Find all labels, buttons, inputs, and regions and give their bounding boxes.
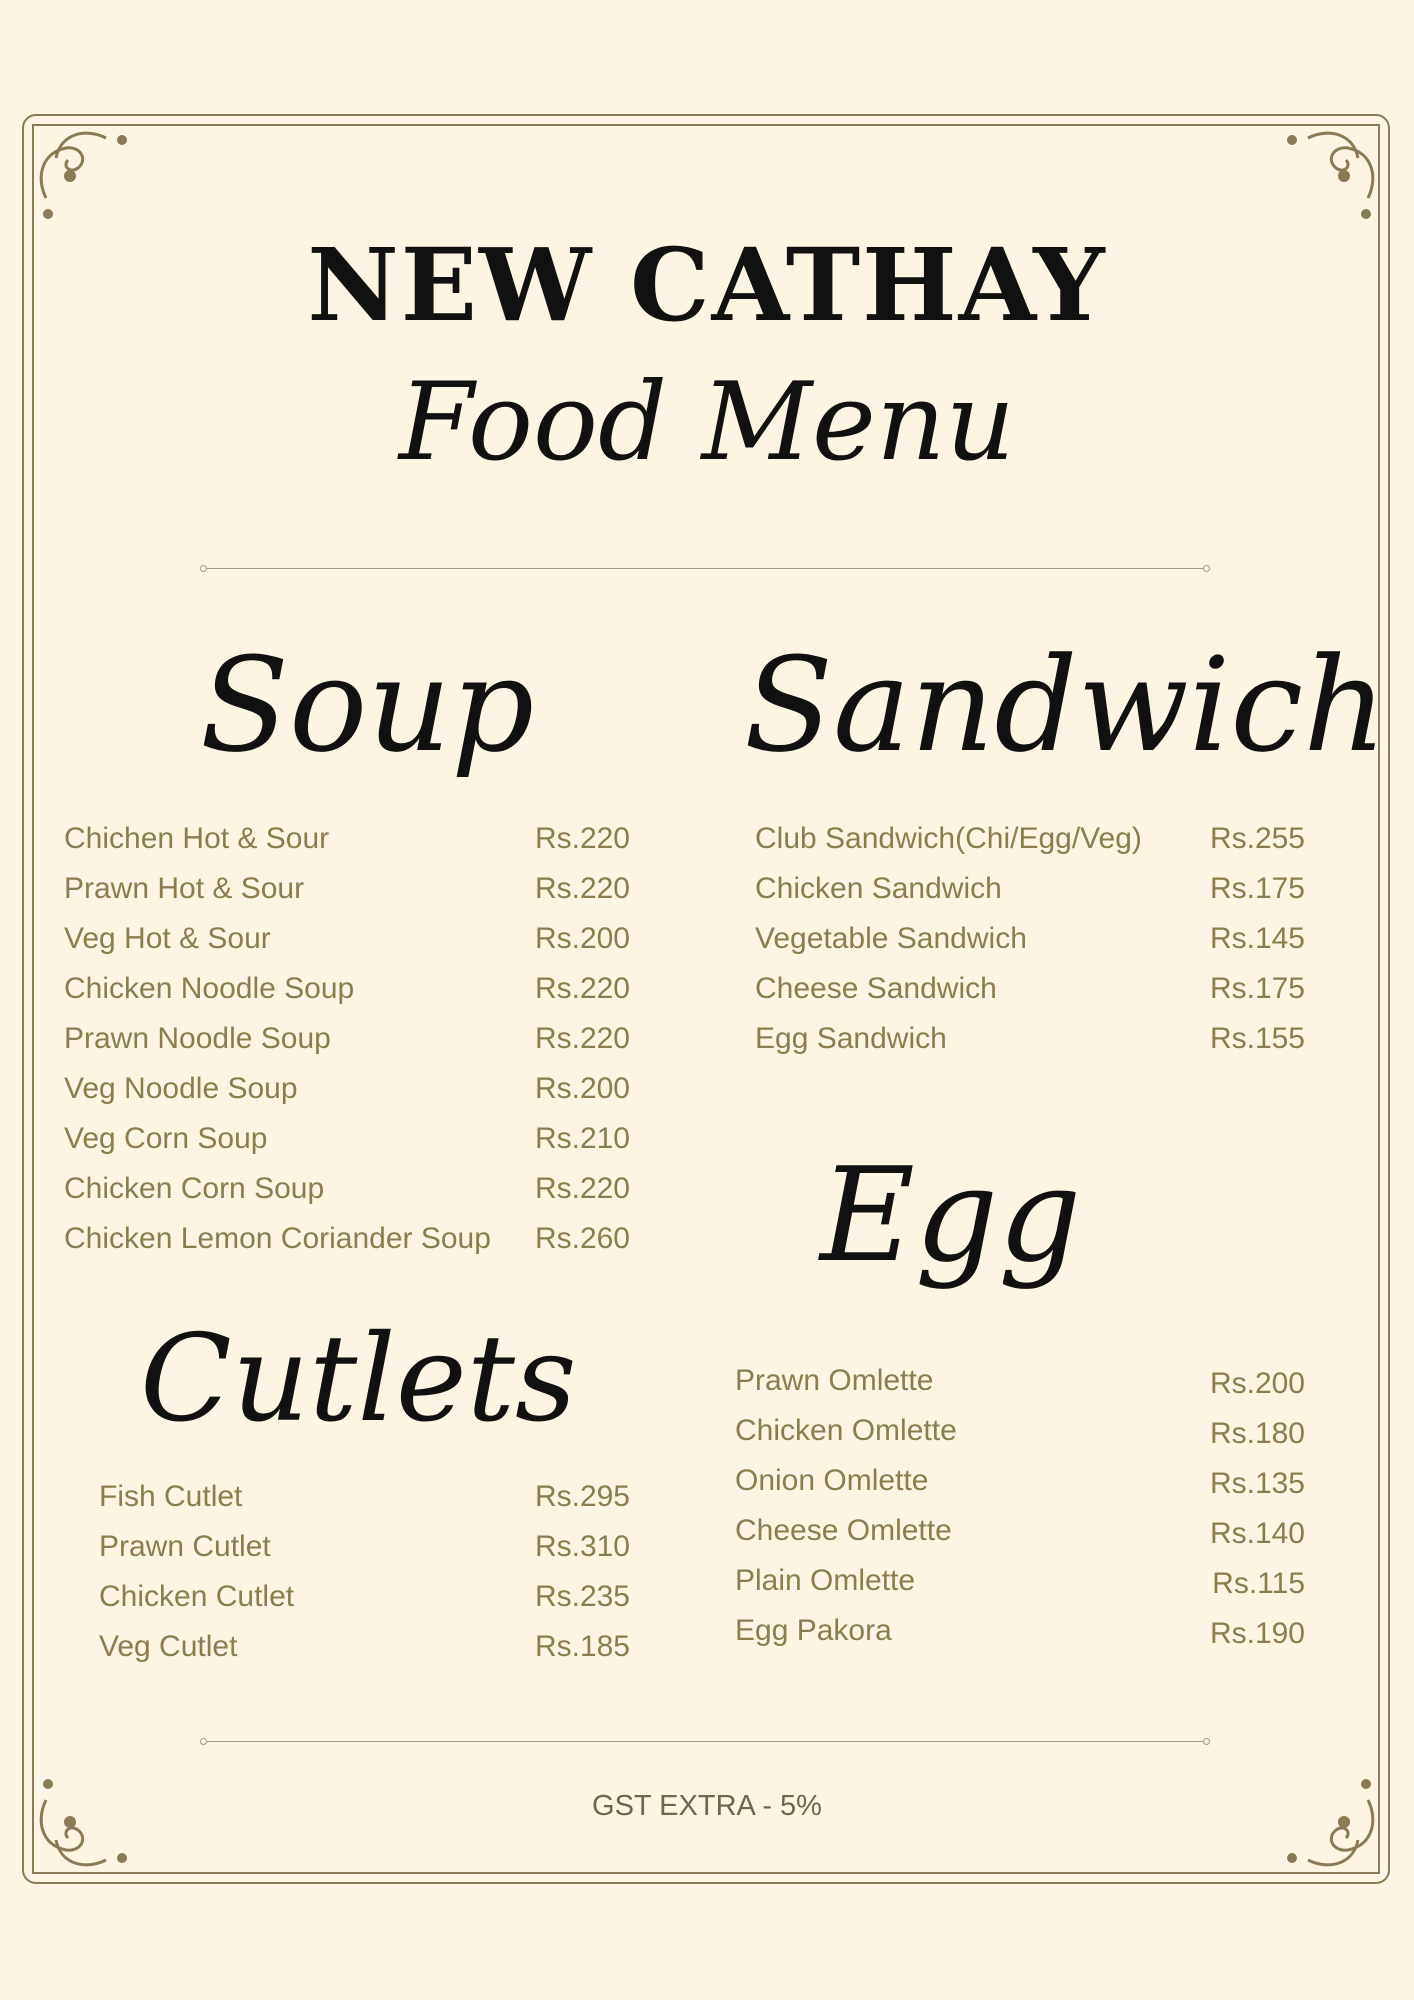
item-name: Veg Hot & Sour bbox=[64, 922, 271, 955]
menu-subtitle: Food Menu bbox=[398, 360, 1016, 485]
item-price: Rs.255 bbox=[1209, 822, 1305, 855]
list-item bbox=[64, 1122, 630, 1162]
list-item bbox=[99, 1630, 630, 1670]
item-name: Chicken Cutlet bbox=[99, 1580, 295, 1613]
item-name: Prawn Omlette bbox=[735, 1364, 934, 1397]
list-item bbox=[64, 1222, 630, 1262]
divider-bottom bbox=[206, 1741, 1204, 1742]
item-price: Rs.175 bbox=[1209, 872, 1305, 905]
item-price: Rs.200 bbox=[534, 1072, 630, 1105]
corner-flourish-icon bbox=[26, 1770, 136, 1880]
item-name: Club Sandwich(Chi/Egg/Veg) bbox=[755, 822, 1142, 855]
item-price: Rs.220 bbox=[534, 872, 630, 905]
list-item bbox=[735, 1364, 1305, 1404]
item-price: Rs.185 bbox=[534, 1630, 630, 1663]
item-price: Rs.220 bbox=[534, 1022, 630, 1055]
section-title-egg: Egg bbox=[820, 1139, 1082, 1291]
list-item bbox=[64, 1172, 630, 1212]
item-price: Rs.310 bbox=[534, 1530, 630, 1563]
item-price: Rs.235 bbox=[534, 1580, 630, 1613]
list-item bbox=[755, 872, 1305, 912]
item-name: Prawn Hot & Sour bbox=[64, 872, 305, 905]
list-item bbox=[99, 1580, 630, 1620]
item-name: Onion Omlette bbox=[735, 1464, 929, 1497]
list-item bbox=[64, 1022, 630, 1062]
item-price: Rs.200 bbox=[1209, 1367, 1305, 1400]
item-name: Chicken Lemon Coriander Soup bbox=[64, 1222, 491, 1255]
item-price: Rs.140 bbox=[1209, 1517, 1305, 1550]
list-item bbox=[64, 972, 630, 1012]
item-name: Egg Sandwich bbox=[755, 1022, 947, 1055]
list-item bbox=[735, 1464, 1305, 1504]
list-item bbox=[64, 822, 630, 862]
item-price: Rs.295 bbox=[534, 1480, 630, 1513]
section-title-cutlets: Cutlets bbox=[140, 1310, 577, 1449]
list-item bbox=[735, 1514, 1305, 1554]
item-name: Chicken Corn Soup bbox=[64, 1172, 325, 1205]
item-name: Chicken Noodle Soup bbox=[64, 972, 355, 1005]
list-item bbox=[64, 1072, 630, 1112]
list-item bbox=[64, 922, 630, 962]
item-name: Cheese Omlette bbox=[735, 1514, 952, 1547]
list-item bbox=[735, 1614, 1305, 1654]
item-name: Fish Cutlet bbox=[99, 1480, 243, 1513]
item-name: Prawn Noodle Soup bbox=[64, 1022, 331, 1055]
list-item bbox=[755, 922, 1305, 962]
item-price: Rs.220 bbox=[534, 1172, 630, 1205]
item-name: Vegetable Sandwich bbox=[755, 922, 1027, 955]
list-item bbox=[735, 1414, 1305, 1454]
corner-flourish-icon bbox=[1278, 1770, 1388, 1880]
section-title-soup: Soup bbox=[200, 629, 535, 781]
gst-note: GST EXTRA - 5% bbox=[592, 1790, 822, 1822]
item-name: Veg Cutlet bbox=[99, 1630, 238, 1663]
list-item bbox=[99, 1480, 630, 1520]
item-price: Rs.180 bbox=[1209, 1417, 1305, 1450]
item-price: Rs.190 bbox=[1209, 1617, 1305, 1650]
item-price: Rs.135 bbox=[1209, 1467, 1305, 1500]
corner-flourish-icon bbox=[26, 118, 136, 228]
item-name: Plain Omlette bbox=[735, 1564, 916, 1597]
section-title-sandwich: Sandwich bbox=[744, 629, 1387, 781]
list-item bbox=[755, 822, 1305, 862]
divider-top bbox=[206, 568, 1204, 569]
corner-flourish-icon bbox=[1278, 118, 1388, 228]
item-price: Rs.210 bbox=[534, 1122, 630, 1155]
restaurant-name: NEW CATHAY bbox=[307, 226, 1107, 344]
item-name: Chichen Hot & Sour bbox=[64, 822, 330, 855]
list-item bbox=[64, 872, 630, 912]
item-name: Veg Corn Soup bbox=[64, 1122, 268, 1155]
item-price: Rs.115 bbox=[1212, 1567, 1305, 1600]
item-price: Rs.220 bbox=[534, 972, 630, 1005]
item-price: Rs.200 bbox=[534, 922, 630, 955]
item-name: Chicken Sandwich bbox=[755, 872, 1002, 905]
list-item bbox=[735, 1564, 1305, 1604]
item-name: Veg Noodle Soup bbox=[64, 1072, 298, 1105]
item-price: Rs.175 bbox=[1209, 972, 1305, 1005]
item-name: Chicken Omlette bbox=[735, 1414, 957, 1447]
item-price: Rs.145 bbox=[1209, 922, 1305, 955]
list-item bbox=[99, 1530, 630, 1570]
item-name: Prawn Cutlet bbox=[99, 1530, 271, 1563]
list-item bbox=[755, 1022, 1305, 1062]
item-price: Rs.220 bbox=[534, 822, 630, 855]
item-price: Rs.155 bbox=[1209, 1022, 1305, 1055]
item-name: Cheese Sandwich bbox=[755, 972, 997, 1005]
list-item bbox=[755, 972, 1305, 1012]
item-price: Rs.260 bbox=[534, 1222, 630, 1255]
item-name: Egg Pakora bbox=[735, 1614, 892, 1647]
